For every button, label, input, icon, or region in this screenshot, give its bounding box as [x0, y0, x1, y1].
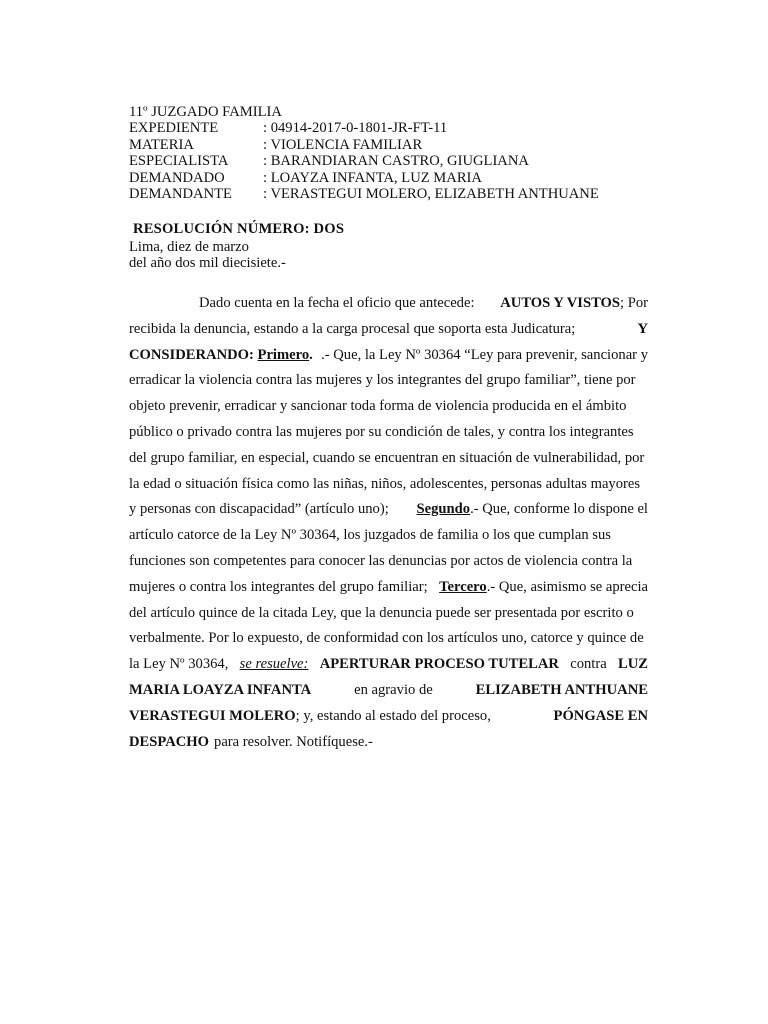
- header-row-expediente: [129, 120, 599, 136]
- body-text: mujeres o contra los integrantes del grupo familiar;: [129, 578, 428, 595]
- body-text: .- Que, conforme lo dispone el: [470, 501, 648, 518]
- body-text: ; y, estando al estado del proceso,: [295, 707, 491, 724]
- body-line: [129, 730, 648, 756]
- body-line: [129, 497, 648, 523]
- body-text: [129, 704, 491, 730]
- body-text: [417, 497, 648, 523]
- header-row-demandante: [129, 186, 599, 202]
- body-text-bold: DESPACHO: [129, 733, 210, 750]
- body-text: Dado cuenta en la fecha el oficio que antecede:: [199, 295, 475, 311]
- body-text: recibida la denuncia, estando a la carga procesal que soporta esta Judicatura;: [129, 320, 576, 337]
- body-line: [129, 291, 648, 317]
- body-text: la Ley Nº 30364,: [129, 656, 229, 673]
- body-line: [129, 368, 648, 394]
- header-value: : 04914-2017-0-1801-JR-FT-11: [263, 120, 448, 137]
- body-text: objeto prevenir, erradicar y sancionar toda forma de violencia producida en el ámbito: [129, 398, 627, 415]
- body-text: [240, 652, 309, 678]
- header-label: DEMANDANTE: [129, 186, 232, 203]
- body-line: [129, 575, 648, 601]
- body-text: [129, 343, 313, 369]
- court-name: 11º JUZGADO FAMILIA: [129, 104, 282, 120]
- body-text: .- Que, la Ley Nº 30364 “Ley para prevenir, sancionar y: [321, 346, 648, 363]
- tercero-label: Tercero: [439, 578, 487, 595]
- body-line: [129, 472, 648, 498]
- body-text-bold: LUZ: [617, 656, 648, 673]
- date-line: del año dos mil diecisiete.-: [129, 255, 286, 272]
- body-line: [129, 652, 648, 678]
- header-label: MATERIA: [129, 136, 194, 153]
- body-text: público o privado contra las mujeres por su condición de tales, y contra los integrantes: [129, 423, 634, 440]
- body-line: [129, 523, 648, 549]
- header-label: DEMANDADO: [129, 169, 225, 186]
- header-label: ESPECIALISTA: [129, 153, 229, 170]
- body-line: [129, 343, 648, 369]
- body-text-bold: .: [309, 346, 313, 363]
- body-text: verbalmente. Por lo expuesto, de conformidad con los artículos uno, catorce y quince de: [129, 630, 644, 647]
- case-header: [129, 104, 599, 202]
- body-text: funciones son competentes para conocer las denuncias por actos de violencia contra la: [129, 552, 633, 569]
- resolution-title: RESOLUCIÓN NÚMERO: DOS: [133, 221, 345, 237]
- resolution-body: [129, 291, 648, 755]
- header-row-materia: [129, 137, 599, 153]
- body-line: [129, 549, 648, 575]
- body-text: la edad o situación física como las niñas, niños, adolescentes, personas adultas mayores: [129, 475, 641, 492]
- considerando-label: CONSIDERANDO:: [129, 346, 254, 363]
- body-text-bold: PÓNGASE EN: [553, 707, 648, 724]
- resolution-date: [129, 239, 286, 272]
- body-line: [129, 626, 648, 652]
- body-text: artículo catorce de la Ley Nº 30364, los juzgados de familia o los que cumplan sus: [129, 527, 611, 544]
- header-row-especialista: [129, 153, 599, 169]
- body-line: [129, 317, 648, 343]
- se-resuelve-label: se resuelve: [239, 656, 304, 673]
- header-value: : VIOLENCIA FAMILIAR: [263, 136, 423, 153]
- body-text-bold: VERASTEGUI MOLERO: [129, 707, 296, 724]
- body-line: [129, 678, 648, 704]
- body-text: :: [303, 656, 309, 673]
- header-label: EXPEDIENTE: [129, 120, 219, 137]
- body-text-bold: APERTURAR PROCESO TUTELAR: [319, 656, 559, 673]
- body-text: [500, 291, 648, 317]
- autos-y-vistos: AUTOS Y VISTOS: [500, 295, 621, 311]
- header-value: : BARANDIARAN CASTRO, GIUGLIANA: [263, 153, 529, 170]
- body-line: [129, 394, 648, 420]
- segundo-label: Segundo: [416, 501, 471, 518]
- body-text: y personas con discapacidad” (artículo uno);: [129, 501, 389, 518]
- body-text-bold: Y: [637, 320, 648, 337]
- body-text: del grupo familiar, en especial, cuando se encuentran en situación de vulnerabilidad, por: [129, 449, 645, 466]
- date-line: Lima, diez de marzo: [129, 239, 249, 255]
- body-line: [129, 446, 648, 472]
- body-line: [129, 420, 648, 446]
- body-text: .- Que, asimismo se aprecia: [486, 578, 648, 595]
- body-line: [129, 601, 648, 627]
- body-text: para resolver. Notifíquese.-: [214, 733, 373, 750]
- header-value: : LOAYZA INFANTA, LUZ MARIA: [263, 169, 482, 186]
- header-value: : VERASTEGUI MOLERO, ELIZABETH ANTHUANE: [263, 186, 599, 203]
- body-text-bold: ELIZABETH ANTHUANE: [475, 681, 648, 698]
- primero-label: Primero: [257, 346, 310, 363]
- body-text: ; Por: [620, 295, 648, 311]
- body-text: erradicar la violencia contra las mujeres y los integrantes del grupo familiar”, tiene por: [129, 372, 636, 389]
- body-line: [129, 704, 648, 730]
- body-text: contra: [570, 656, 607, 673]
- body-text: [439, 575, 648, 601]
- body-text: del artículo quince de la citada Ley, que la denuncia puede ser presentada por escrito o: [129, 604, 634, 621]
- header-row-demandado: [129, 170, 599, 186]
- body-text: en agravio de: [354, 681, 433, 698]
- body-text-bold: MARIA LOAYZA INFANTA: [129, 681, 312, 698]
